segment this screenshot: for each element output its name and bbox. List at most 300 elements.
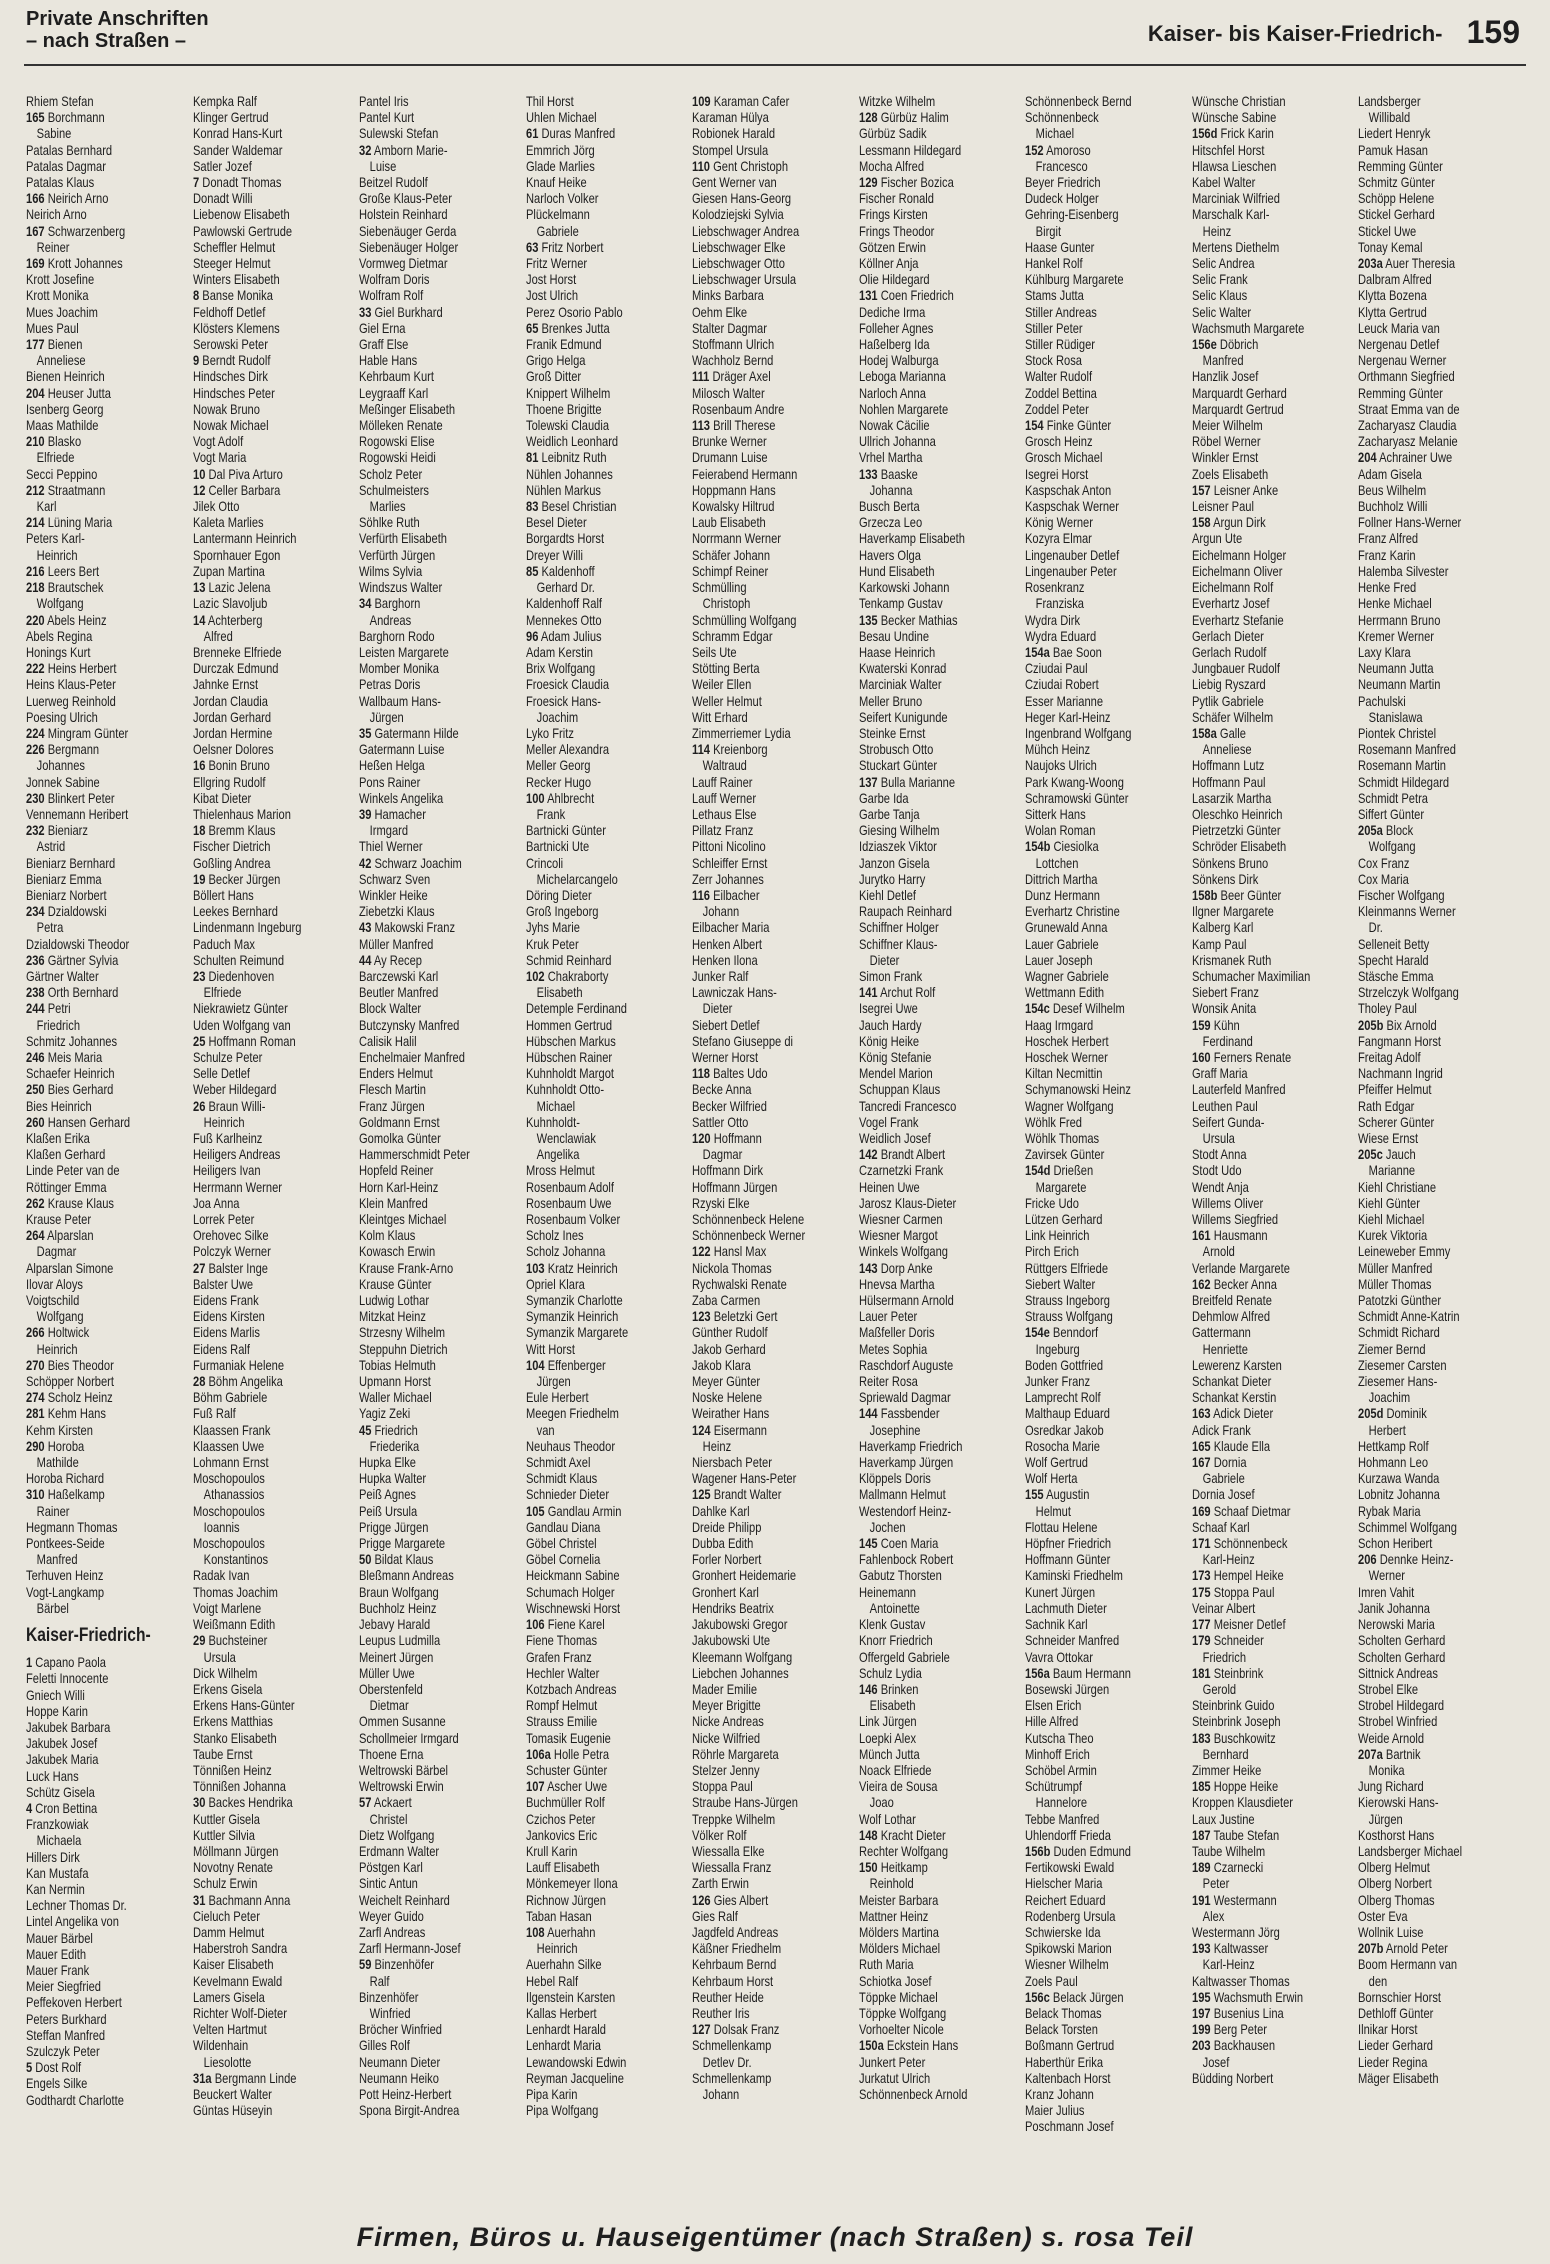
entry-continuation: Astrid [36,839,66,855]
directory-entry: Rompf Helmut [525,1698,597,1714]
directory-entry: Mühch Heinz [1025,742,1091,758]
directory-entry: Siebert Detlef [692,1017,760,1033]
directory-entry: Perez Osorio Pablo [525,304,623,320]
directory-entry: Everhartz Christine [1025,904,1120,920]
directory-entry: Lützen Gerhard [1025,1212,1103,1228]
entry-continuation: Ingeburg [1035,1341,1080,1357]
directory-entry: Böhm Gabriele [192,1390,267,1406]
entry-continuation: Mathilde [36,1455,79,1471]
directory-entry: Leuck Maria van [1358,320,1440,336]
directory-entry: Lachmuth Dieter [1025,1600,1107,1616]
house-number: 12 [192,482,205,498]
directory-entry: Westendorf Heinz- [858,1503,951,1519]
directory-entry: Lauterfeld Manfred [1191,1082,1286,1098]
directory-entry: Bieniarz Emma [26,871,102,887]
house-number: 145 [858,1536,878,1552]
directory-entry: Hitschfel Horst [1191,142,1264,158]
directory-entry: Hodej Walburga [858,353,939,369]
directory-entry: Hübschen Rainer [525,1049,612,1065]
directory-entry: 158 Argun Dirk [1191,515,1266,531]
directory-entry: 165 Klaude Ella [1191,1438,1270,1454]
directory-entry: Orthmann Siegfried [1358,369,1455,385]
directory-entry: 262 Krause Klaus [26,1195,115,1211]
directory-entry: Rosenbaum Volker [525,1212,620,1228]
directory-entry: Prigge Jürgen [359,1519,429,1535]
directory-entry: Beyer Friedrich [1025,175,1101,191]
directory-entry: Peters Burkhard [26,2011,107,2027]
directory-entry: Haberstroh Sandra [192,1941,287,1957]
directory-entry: 199 Berg Peter [1191,2022,1267,2038]
directory-entry: Schwarz Sven [359,871,431,887]
directory-entry: 207b Arnold Peter [1358,1941,1448,1957]
directory-entry: 159 Kühn [1191,1017,1240,1033]
entry-continuation: Anneliese [1202,742,1252,758]
directory-entry: 35 Gatermann Hilde [359,725,459,741]
directory-entry: Luerweg Reinhold [26,693,116,709]
entry-continuation: Sabine [36,126,72,142]
directory-entry: Schuppan Klaus [858,1082,940,1098]
directory-entry: Mues Paul [26,320,79,336]
directory-entry: Lechner Thomas Dr. [26,1898,127,1914]
directory-entry: Haverkamp Friedrich [858,1438,962,1454]
directory-entry: Hommen Gertrud [525,1017,612,1033]
directory-entry: Klinger Gertrud [192,110,269,126]
house-number: 32 [359,142,372,158]
directory-entry: Wiesner Carmen [858,1212,943,1228]
entry-continuation: Birgit [1035,223,1062,239]
directory-entry: Jakob Gerhard [692,1341,766,1357]
directory-entry: Czarnetzki Frank [858,1163,943,1179]
directory-entry: Klaßen Erika [26,1131,90,1146]
directory-entry: Liebschwager Elke [692,239,786,255]
directory-entry: 224 Mingram Günter [26,725,129,741]
directory-entry: Schulze Peter [192,1049,262,1065]
entry-continuation: Detlev Dr. [702,2054,752,2070]
directory-entry: Kallas Herbert [525,2005,597,2021]
entry-continuation: Gerhard Dr. [536,580,595,596]
directory-entry: 106 Fiene Karel [525,1617,605,1633]
directory-entry: 18 Bremm Klaus [192,823,275,839]
directory-entry: Schmülling Wolfgang [692,612,797,628]
entry-continuation: Friederika [369,1438,420,1454]
entry-continuation: Dieter [869,952,899,968]
entry-continuation: Christoph [702,596,751,612]
directory-entry: Krull Karin [525,1843,577,1859]
directory-entry: Hopfeld Reiner [359,1163,434,1179]
directory-entry: 205a Block [1358,823,1414,839]
house-number: 16 [192,758,205,774]
house-number: 10 [192,466,205,482]
directory-entry: Lingenauber Peter [1025,563,1117,579]
directory-entry: Uden Wolfgang van [192,1017,291,1033]
house-number: 141 [858,985,878,1001]
directory-entry: Stötting Berta [692,661,760,677]
entry-continuation: Herbert [1368,1422,1406,1438]
directory-entry: Flesch Martin [359,1082,426,1098]
directory-entry: Siebert Franz [1191,985,1259,1001]
directory-entry: Stams Jutta [1025,288,1084,304]
house-number: 175 [1191,1584,1211,1600]
directory-entry: Stelzer Jenny [692,1762,760,1778]
directory-entry: Grzecza Leo [858,515,922,531]
directory-entry: Lauff Elisabeth [525,1860,600,1876]
entry-continuation: Hannelore [1035,1795,1088,1811]
directory-entry: Sönkens Dirk [1191,871,1258,887]
directory-entry: Leboga Marianna [858,369,946,385]
directory-entry: 85 Kaldenhoff [525,563,595,579]
directory-entry: Kleinmanns Werner [1358,904,1456,920]
footer-note: Firmen, Büros u. Hauseigentümer (nach Straßen) s. rosa Teil [356,2222,1194,2252]
directory-entry: Nowak Michael [192,418,269,434]
directory-entry: Brenneke Elfriede [192,644,282,660]
directory-entry: Kehm Kirsten [26,1422,93,1438]
house-number: 199 [1191,2022,1211,2038]
house-number: 232 [26,823,45,839]
house-number: 197 [1191,2005,1211,2021]
entry-continuation: Heinz [1202,223,1231,239]
directory-entry: Neuhaus Theodor [525,1438,615,1454]
directory-entry: 177 Meisner Detlef [1191,1617,1286,1633]
directory-entry: Minhoff Erich [1025,1746,1090,1762]
directory-entry: 29 Buchsteiner [192,1633,267,1649]
directory-entry: Rodenberg Ursula [1025,1908,1116,1924]
directory-entry: Lethaus Else [692,806,757,822]
directory-entry: Hoffmann Jürgen [692,1179,778,1195]
house-number: 19 [192,871,205,887]
directory-entry: Holstein Reinhard [359,207,448,223]
directory-entry: 218 Brautschek [26,580,104,596]
directory-entry: Franz Alfred [1358,531,1419,547]
directory-entry: Kroppen Klausdieter [1191,1795,1293,1811]
directory-entry: Rosenkranz [1025,580,1085,596]
directory-entry: Vogel Frank [858,1114,918,1130]
directory-entry: Mertens Diethelm [1191,239,1279,255]
directory-entry: Mauer Frank [26,1962,90,1978]
house-number: 206 [1358,1552,1377,1568]
entry-continuation: Bernhard [1202,1746,1249,1762]
directory-entry: Mauer Bärbel [26,1930,93,1946]
directory-entry: Hohmann Leo [1358,1455,1429,1471]
directory-entry: Godthardt Charlotte [26,2092,124,2108]
entry-continuation: Margarete [1035,1179,1087,1195]
directory-entry: Weichelt Reinhard [359,1892,450,1908]
house-number: 177 [26,337,45,353]
directory-entry: 167 Dornia [1191,1455,1247,1471]
directory-entry: Kuhnholdt Margot [525,1066,614,1082]
entry-continuation: Wenclawiak [536,1131,596,1146]
directory-entry: Lenhardt Harald [525,2022,606,2038]
directory-entry: Kabel Walter [1191,175,1255,191]
directory-entry: Tobias Helmuth [359,1357,436,1373]
house-number: 105 [525,1503,545,1519]
directory-entry: Bröcher Winfried [359,2022,443,2038]
directory-entry: Jahnke Ernst [192,677,258,693]
entry-continuation: Konstantinos [203,1552,268,1568]
directory-entry: Krott Josefine [26,272,95,288]
directory-entry: Graff Else [359,337,409,353]
directory-entry: Schmellenkamp [692,2038,772,2054]
directory-entry: Goldmann Ernst [359,1114,440,1130]
directory-entry: Ilgner Margarete [1191,904,1274,920]
directory-entry: 19 Becker Jürgen [192,871,280,887]
directory-entry: Pamuk Hasan [1358,142,1429,158]
directory-entry: 123 Beletzki Gert [692,1309,778,1325]
directory-entry: Vogt-Langkamp [26,1584,105,1600]
directory-entry: Terhuven Heinz [26,1568,104,1584]
directory-entry: Jebavy Harald [359,1617,431,1633]
directory-entry: Moschopoulos [192,1503,265,1519]
directory-entry: 156d Frick Karin [1191,126,1274,142]
entry-continuation: Jürgen [369,709,404,725]
directory-entry: Hoffmann Paul [1191,774,1266,790]
house-number: 290 [26,1438,45,1454]
directory-entry: Schönnenbeck Werner [692,1228,806,1244]
directory-entry: Büdding Norbert [1191,2070,1273,2086]
directory-columns [26,94,1526,2219]
entry-continuation: Gerold [1202,1681,1236,1697]
directory-entry: Halemba Silvester [1358,563,1449,579]
house-number: 250 [26,1082,45,1098]
directory-entry: Franik Edmund [525,337,602,353]
directory-entry: Laux Justine [1191,1811,1255,1827]
directory-entry: 230 Blinkert Peter [26,790,115,806]
directory-entry: 163 Adick Dieter [1191,1406,1273,1422]
directory-entry: Mauer Edith [26,1946,87,1962]
directory-entry: 154 Finke Günter [1025,418,1112,434]
directory-entry: 43 Makowski Franz [359,920,456,936]
directory-entry: Steeger Helmut [192,256,270,272]
directory-entry: Lessmann Hildegard [858,142,961,158]
directory-entry: Stodt Anna [1191,1147,1247,1163]
directory-entry: Röttinger Emma [26,1179,107,1195]
directory-entry: Wöhlk Fred [1025,1114,1082,1130]
directory-entry: Tönnißen Heinz [192,1762,272,1778]
directory-entry: Klösters Klemens [192,320,280,336]
directory-entry: Mocha Alfred [858,158,924,174]
directory-entry: Klenk Gustav [858,1617,925,1633]
directory-entry: Hankel Rolf [1025,256,1083,272]
entry-continuation: Friedrich [1202,1649,1246,1665]
directory-entry: Liebig Ryszard [1191,677,1266,693]
directory-entry: 106a Holle Petra [525,1746,609,1762]
directory-entry: Symanzik Heinrich [525,1309,618,1325]
house-number: 274 [26,1390,45,1406]
entry-continuation: Christel [369,1811,408,1827]
directory-entry: Leupus Ludmilla [359,1633,441,1649]
directory-entry: Heinen Uwe [858,1179,920,1195]
directory-entry: Heiligers Andreas [192,1147,280,1163]
directory-entry: 204 Heuser Jutta [26,385,111,401]
directory-entry: 205b Bix Arnold [1358,1017,1437,1033]
directory-entry: Nohlen Margarete [858,401,948,417]
directory-entry: Tonay Kemal [1358,239,1423,255]
house-number: 218 [26,580,45,596]
directory-entry: Fritz Werner [525,256,587,272]
directory-entry: 8 Banse Monika [192,288,273,304]
directory-entry: Scholten Gerhard [1358,1633,1446,1649]
directory-entry: Zimmerriemer Lydia [692,725,791,741]
directory-entry: Hupka Elke [359,1455,417,1471]
directory-entry: Güntas Hüseyin [192,2103,272,2119]
directory-entry: Polczyk Werner [192,1244,271,1260]
directory-entry: Gattermann [1191,1325,1251,1341]
directory-entry: Siffert Günter [1358,806,1425,822]
entry-continuation: Henriette [1202,1341,1248,1357]
house-number: 203a [1358,256,1383,272]
house-number: 27 [192,1260,205,1276]
directory-entry: 216 Leers Bert [26,563,100,579]
house-number: 210 [26,434,45,450]
directory-entry: Töppke Wolfgang [858,2005,946,2021]
directory-entry: Schumach Holger [525,1584,615,1600]
directory-entry: Lingenauber Detlef [1025,547,1120,563]
directory-entry: Linde Peter van de [26,1163,120,1179]
directory-entry: Schöpp Helene [1358,191,1435,207]
directory-entry: Jakubek Josef [26,1736,98,1752]
directory-entry: Käßner Friedhelm [692,1941,782,1957]
directory-entry: Verfürth Jürgen [359,547,436,563]
directory-entry: Nerowski Maria [1358,1617,1435,1633]
entry-continuation: Winfried [369,2005,411,2021]
directory-entry: 103 Kratz Heinrich [525,1260,618,1276]
directory-entry: Giel Erna [359,320,406,336]
directory-entry: Voigtschild [26,1293,80,1309]
directory-entry: Bartnicki Günter [525,823,606,839]
directory-entry: Forler Norbert [692,1552,762,1568]
directory-entry: Thoene Brigitte [525,401,602,417]
directory-entry: Wolfram Doris [359,272,430,288]
directory-entry: Gehring-Eisenberg [1025,207,1119,223]
entry-continuation: Friedrich [36,1017,81,1033]
directory-entry: Hendriks Beatrix [692,1600,774,1616]
directory-entry: 111 Dräger Axel [692,369,771,385]
directory-entry: Olie Hildegard [858,272,930,288]
directory-entry: Beuckert Walter [192,2086,272,2102]
directory-entry: 148 Kracht Dieter [858,1827,946,1843]
directory-entry: Hoschek Werner [1025,1049,1108,1065]
entry-continuation: Johanna [869,482,912,498]
directory-entry: Stock Rosa [1025,353,1083,369]
directory-entry: Jung Richard [1358,1779,1424,1795]
directory-entry: Narloch Anna [858,385,926,401]
entry-continuation: Willibald [1368,110,1411,126]
directory-entry: 193 Kaltwasser [1191,1941,1268,1957]
directory-entry: Lenhardt Maria [525,2038,601,2054]
directory-entry: Horoba Richard [26,1471,105,1487]
directory-entry: Tönnißen Johanna [192,1779,286,1795]
directory-entry: Schneider Manfred [1025,1633,1120,1649]
directory-entry: Voigt Marlene [192,1600,261,1616]
directory-entry: Szulczyk Peter [26,2043,100,2059]
directory-entry: Nowak Cäcilie [858,418,930,434]
directory-entry: Buchmüller Rolf [525,1795,605,1811]
house-number: 244 [26,1001,45,1017]
directory-entry: Grosch Heinz [1025,434,1093,450]
directory-entry: 50 Bildat Klaus [359,1552,434,1568]
directory-entry: Garbe Tanja [858,806,920,822]
directory-entry: Gerlach Rudolf [1191,644,1266,660]
house-number: 156d [1191,126,1217,142]
directory-entry: Stoffmann Ulrich [692,337,775,353]
directory-entry: Müller Uwe [359,1665,415,1681]
directory-entry: Dediche Irma [858,304,925,320]
directory-entry: Jordan Claudia [192,693,268,709]
directory-entry: Wolan Roman [1025,823,1096,839]
directory-entry: Ilovar Aloys [26,1276,84,1292]
directory-entry: Grigo Helga [525,353,585,369]
directory-entry: Haase Heinrich [858,644,935,660]
house-number: 146 [858,1681,878,1697]
house-number: 57 [359,1795,372,1811]
directory-entry: Schon Heribert [1358,1536,1433,1552]
directory-entry: Nühlen Markus [525,482,601,498]
house-number: 230 [26,790,45,806]
directory-entry: Henke Michael [1358,596,1432,612]
directory-entry: Haßelberg Ida [858,337,930,353]
directory-entry: Stiller Rüdiger [1025,337,1096,353]
directory-entry: Engels Silke [26,2076,88,2092]
directory-entry: Zavirsek Günter [1025,1147,1105,1163]
directory-entry: Hillers Dirk [26,1849,80,1865]
directory-entry: Meller Georg [525,758,590,774]
directory-entry: Rosocha Marie [1025,1438,1100,1454]
directory-entry: Kaleta Marlies [192,515,264,531]
entry-continuation: Dieter [702,1001,733,1017]
house-number: 281 [26,1406,45,1422]
directory-entry: Nergenau Werner [1358,353,1447,369]
directory-entry: Buchholz Heinz [359,1600,437,1616]
directory-entry: Taube Wilhelm [1191,1843,1265,1859]
directory-entry: Eichelmann Oliver [1191,563,1282,579]
directory-entry: Beutler Manfred [359,985,439,1001]
directory-entry: Karkowski Johann [858,580,949,596]
directory-entry: Strzesny Wilhelm [359,1325,446,1341]
directory-entry: Winkels Wolfgang [858,1244,948,1260]
directory-entry: Barczewski Karl [359,968,439,984]
directory-entry: Meyer Brigitte [692,1698,761,1714]
house-number: 28 [192,1374,205,1390]
directory-entry: Dreyer Willi [525,547,583,563]
directory-entry: 118 Baltes Udo [692,1066,768,1082]
directory-entry: Kurzawa Wanda [1358,1471,1440,1487]
directory-entry: Lauer Peter [858,1309,917,1325]
directory-entry: Mendel Marion [858,1066,933,1082]
directory-entry: Vavra Ottokar [1025,1649,1093,1665]
directory-entry: Enchelmaier Manfred [359,1049,465,1065]
entry-continuation: Lottchen [1035,855,1079,871]
directory-entry: Eidens Frank [192,1293,259,1309]
directory-entry: Böllert Hans [192,887,254,903]
directory-entry: Taban Hasan [525,1908,592,1924]
directory-entry: Wünsche Sabine [1191,110,1276,126]
directory-entry: Treppke Wilhelm [692,1811,776,1827]
house-number: 205b [1358,1017,1384,1033]
entry-continuation: Peter [1202,1876,1229,1892]
directory-entry: Fertikowski Ewald [1025,1860,1115,1876]
entry-continuation: Bärbel [36,1600,69,1616]
page-number: 159 [1466,14,1520,50]
directory-entry: Symanzik Charlotte [525,1293,623,1309]
directory-entry: Schütz Gisela [26,1784,95,1800]
directory-entry: Ilgenstein Karsten [525,1989,615,2005]
directory-entry: Franzkowiak [26,1817,89,1833]
directory-entry: Loepki Alex [858,1730,916,1746]
directory-entry: Cox Franz [1358,855,1410,871]
directory-entry: Laxy Klara [1358,644,1411,660]
directory-entry: Dornia Josef [1191,1487,1255,1503]
directory-entry: Peffekoven Herbert [26,1995,122,2011]
directory-entry: Krause Günter [359,1276,432,1292]
